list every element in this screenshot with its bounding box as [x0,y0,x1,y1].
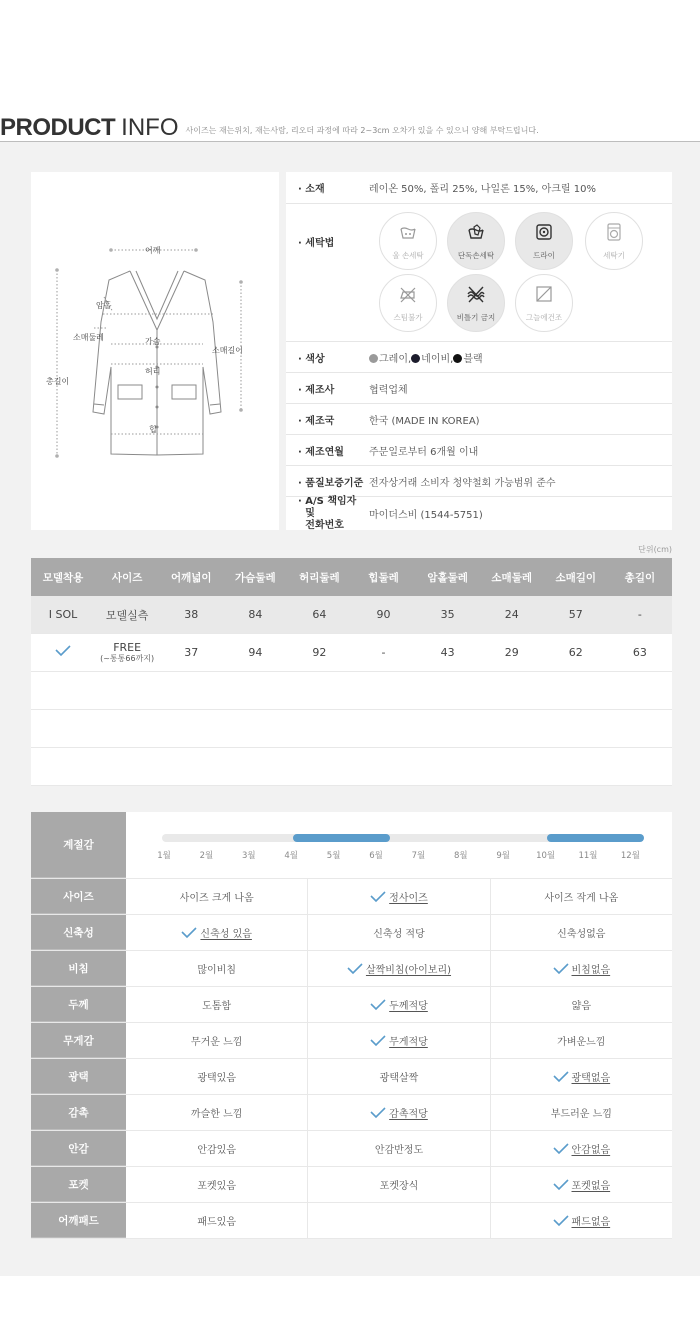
quality-value: 전자상거래 소비자 청약철회 가능범위 준수 [369,477,556,489]
as-label-2: 전화번호 [305,519,344,531]
detail-option [490,1203,672,1238]
detail-row [31,1023,672,1059]
detail-row [31,1095,672,1131]
maker-value: 협력업체 [369,384,408,396]
info-row-as: · A/S 책임자 및 전화번호 마이더스비 (1544-5751) [298,495,483,531]
detail-option [307,915,489,950]
shade-dry-icon [534,284,554,308]
detail-label: 신축성 [31,915,126,950]
size-row-model [31,596,672,634]
check-icon [181,927,197,939]
option-text: 가벼운느낌 [557,1037,606,1048]
info-row-color: · 색상 그레이, 네이비, 블랙 [286,342,672,373]
size-cell: - [637,608,642,621]
check-icon [553,1215,569,1227]
label-sleeve-length: 소매길이 [212,346,243,355]
size-header-cell: 허리둘레 [299,571,340,584]
label-sleeve-circumference: 소매둘레 [73,333,104,342]
check-icon [553,1143,569,1155]
month-label: 2월 [199,851,214,861]
detail-row [31,951,672,987]
detail-row [31,1059,672,1095]
label-hip: 힙 [149,425,157,434]
washing-machine-icon [604,222,624,246]
option-text: 포켓있음 [197,1181,236,1192]
detail-row [31,915,672,951]
separate-handwash-icon [466,222,486,246]
as-value: 마이더스비 (1544-5751) [369,510,483,521]
detail-row [31,879,672,915]
detail-option [307,1059,489,1094]
month-label: 3월 [241,851,256,861]
color-name: 블랙 [463,353,483,365]
season-range [293,834,390,842]
wash-label: 세탁법 [305,238,335,249]
option-text: 포켓없음 [571,1181,611,1192]
detail-option [490,879,672,914]
detail-option [490,1023,672,1058]
wash-item [379,274,437,332]
size-cell: 63 [632,646,647,659]
detail-label: 광택 [31,1059,126,1094]
size-header-cell: 어깨넓이 [170,571,212,584]
color-label: 색상 [305,353,325,365]
option-text: 광택있음 [197,1073,236,1084]
option-text: 광택살짝 [379,1073,419,1084]
option-text: 광택없음 [571,1073,611,1084]
check-icon [347,963,363,975]
detail-label: 두께 [31,987,126,1022]
product-info-header [0,108,700,142]
option-text: 신축성 있음 [200,929,252,940]
size-row-free [31,634,672,672]
detail-option [490,1059,672,1094]
wash-item [585,212,643,270]
label-chest: 가슴 [145,337,161,346]
size-cell: - [381,646,386,659]
option-text: 살짝비침(아이보리) [365,965,452,976]
size-cell: 29 [504,646,519,659]
material-value: 레이온 50%, 폴리 25%, 나일론 15%, 아크릴 10% [369,184,596,195]
option-text: 무게적당 [389,1037,428,1048]
info-row-quality: · 품질보증기준 전자상거래 소비자 청약철회 가능범위 준수 [286,466,672,497]
check-icon [370,1035,386,1047]
wash-item [515,212,573,270]
check-icon [370,999,386,1011]
detail-option [126,1059,307,1094]
season-label: 계절감 [31,812,126,878]
color-name: 그레이, [379,353,412,365]
option-text: 사이즈 작게 나옴 [544,893,619,904]
wash-item [447,274,505,332]
no-wring-icon [466,284,486,308]
size-cell: 90 [376,608,391,621]
date-value: 주문일로부터 6개월 이내 [369,446,479,458]
maker-label: 제조사 [305,384,335,396]
detail-option [307,1167,489,1202]
month-label: 6월 [369,851,383,861]
size-header-cell: 총길이 [624,571,656,584]
check-icon [370,1107,386,1119]
wash-label: 스팀불가 [393,312,423,322]
detail-row [31,987,672,1023]
option-text: 두께적당 [389,1001,428,1012]
detail-option [126,1203,307,1238]
option-text: 도톰함 [202,1001,232,1012]
no-steam-icon [398,284,418,308]
option-text: 얇음 [571,1001,591,1012]
detail-option [126,1023,307,1058]
info-row-date: · 제조연월 주문일로부터 6개월 이내 [286,435,672,466]
dry-clean-icon [534,222,554,246]
color-swatch [411,354,420,363]
detail-option [307,1023,489,1058]
wash-item [379,212,437,270]
option-text: 안감없음 [571,1145,611,1156]
color-values [369,350,483,365]
country-value: 한국 (MADE IN KOREA) [369,415,480,427]
detail-option [490,987,672,1022]
option-text: 비침없음 [571,965,611,976]
size-cell: 38 [184,608,199,621]
size-cell: 84 [248,608,263,621]
color-swatch [453,354,462,363]
option-text: 신축성없음 [557,929,606,940]
detail-option [126,1095,307,1130]
option-text: 신축성 적당 [373,929,425,940]
unit-label: 단위(cm) [638,545,672,554]
detail-label: 감촉 [31,1095,126,1130]
detail-label: 사이즈 [31,879,126,914]
wash-label: 울 손세탁 [392,250,424,260]
detail-option [307,1095,489,1130]
option-text: 정사이즈 [389,893,428,904]
detail-option [490,1131,672,1166]
title-bold: PRODUCT [0,114,116,141]
detail-row [31,1203,672,1239]
info-row-country: · 제조국 한국 (MADE IN KOREA) [286,404,672,435]
size-cell: 92 [312,646,327,659]
option-text: 포켓장식 [379,1181,419,1192]
size-header-cell: 소매길이 [555,571,597,584]
detail-label: 비침 [31,951,126,986]
check-icon [31,645,95,660]
info-row-material: · 소재 레이온 50%, 폴리 25%, 나일론 15%, 아크릴 10% [286,172,672,204]
size-cell: 37 [184,646,199,659]
wash-label: 드라이 [533,250,555,260]
wool-handwash-icon [398,222,418,246]
size-header-cell: 모델착용 [42,571,84,584]
size-cell: 35 [440,608,455,621]
color-name: 네이비, [421,353,454,365]
product-info-table [286,172,672,530]
check-icon [370,891,386,903]
detail-row [31,1167,672,1203]
size-cell: 모델실측 [105,608,149,622]
detail-label: 안감 [31,1131,126,1166]
month-label: 10월 [536,851,556,861]
option-text: 까슬한 느낌 [190,1109,243,1120]
detail-option [126,1167,307,1202]
size-cell: 24 [504,608,519,621]
size-note: 사이즈는 재는위치, 재는사람, 리오더 과정에 따라 2~3cm 오차가 있을 수 있으니 양해 부탁드립니다. [185,126,539,135]
option-text: 많이비침 [197,965,236,976]
detail-label: 무게감 [31,1023,126,1058]
info-row-wash: · 세탁법 [286,204,672,342]
label-armhole: 암홀 [96,301,112,310]
size-header-cell: 사이즈 [111,571,143,584]
size-cell: 94 [248,646,263,659]
fabric-detail-table [31,812,672,1239]
size-cell-free [95,642,159,664]
detail-option [126,879,307,914]
detail-label: 포켓 [31,1167,126,1202]
check-icon [553,963,569,975]
color-swatch [369,354,378,363]
option-text: 안감있음 [197,1145,236,1156]
detail-option [126,915,307,950]
month-label: 11월 [578,851,598,861]
detail-label: 어깨패드 [31,1203,126,1238]
wash-item [515,274,573,332]
label-total-length: 총길이 [46,377,70,386]
size-header-cell: 암홀둘레 [427,571,468,584]
size-header-cell: 소매둘레 [491,571,532,584]
detail-option [126,1131,307,1166]
detail-option [126,987,307,1022]
country-label: 제조국 [305,415,335,427]
month-label: 5월 [326,851,341,861]
size-cell: 43 [440,646,455,659]
check-icon [553,1071,569,1083]
detail-option [126,951,307,986]
size-cell: 57 [568,608,583,621]
detail-option [307,987,489,1022]
quality-label: 품질보증기준 [305,477,364,489]
option-text: 무거운 느낌 [190,1037,243,1048]
size-row-empty [31,672,672,710]
wash-label: 세탁기 [603,250,625,260]
option-text: 사이즈 크게 나옴 [179,893,254,904]
wash-label: 단독손세탁 [457,250,495,260]
month-label: 9월 [496,851,510,861]
month-label: 4월 [284,851,298,861]
detail-row [31,1131,672,1167]
cardigan-illustration [31,172,279,530]
size-header-cell: 힙둘레 [368,571,399,584]
info-row-maker: · 제조사 협력업체 [286,373,672,404]
size-cell: 62 [568,646,583,659]
label-waist: 허리 [145,367,161,376]
size-table-header [31,558,672,596]
size-cell: I SOL [48,608,78,621]
garment-diagram [31,172,279,530]
option-text: 안감반정도 [374,1145,424,1156]
detail-option [490,1167,672,1202]
size-table [31,558,672,786]
month-label: 1월 [157,851,171,861]
option-text: 감촉적당 [389,1109,428,1120]
title-light: INFO [121,114,179,141]
wash-item [447,212,505,270]
season-row [31,812,672,879]
size-header-cell: 가슴둘레 [235,571,276,584]
as-label-1: A/S 책임자 및 [305,495,357,519]
season-chart [126,812,672,878]
free-size-note: (~통통66까지) [100,653,155,663]
detail-option [490,951,672,986]
month-label: 8월 [453,851,468,861]
detail-option [490,1095,672,1130]
detail-option [307,951,489,986]
date-label: 제조연월 [305,446,344,458]
wash-label: 비틀기 금지 [456,312,496,322]
option-text: 패드있음 [197,1217,236,1228]
size-cell: 64 [312,608,327,621]
label-shoulder: 어깨 [145,246,161,255]
option-text: 패드없음 [571,1217,611,1228]
month-label: 7월 [411,851,426,861]
wash-label: 그늘에건조 [525,312,563,322]
detail-option [307,1131,489,1166]
detail-option [307,879,489,914]
option-text: 부드러운 느낌 [550,1109,612,1120]
detail-option [490,915,672,950]
material-label: 소재 [305,184,325,195]
detail-option [307,1203,489,1238]
size-row-empty [31,748,672,786]
size-row-empty [31,710,672,748]
free-size: FREE [113,640,142,654]
season-range [547,834,644,842]
month-label: 12월 [620,851,640,861]
check-icon [553,1179,569,1191]
